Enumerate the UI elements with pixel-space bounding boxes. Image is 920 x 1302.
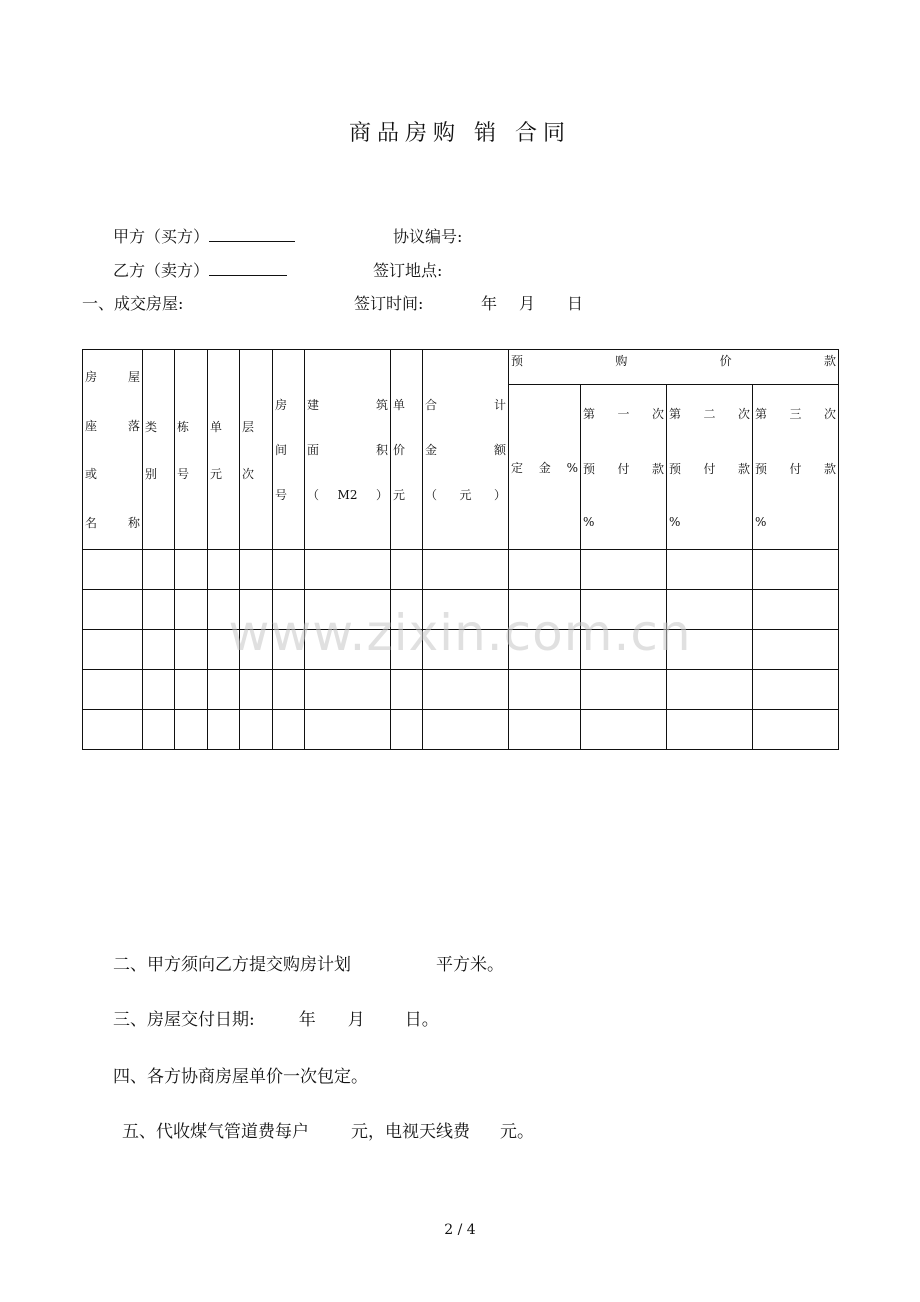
table-cell	[175, 670, 208, 710]
table-cell	[509, 670, 581, 710]
header-prepayment: 预购价款	[509, 350, 839, 385]
agreement-no-label: 协议编号:	[393, 227, 463, 246]
table-cell	[753, 670, 839, 710]
table-cell	[208, 550, 240, 590]
table-cell	[143, 550, 175, 590]
table-cell	[305, 550, 391, 590]
table-cell	[753, 710, 839, 750]
table-cell	[208, 710, 240, 750]
table-cell	[509, 710, 581, 750]
table-cell	[240, 550, 273, 590]
sign-year: 年	[481, 294, 498, 313]
table-cell	[273, 670, 305, 710]
sign-place-label: 签订地点:	[373, 261, 443, 280]
clause-5-tv: 元，电视天线费	[351, 1122, 470, 1142]
table-cell	[273, 550, 305, 590]
clause-5-unit: 元。	[500, 1122, 534, 1142]
header-room: 房 间 号	[273, 350, 305, 550]
table-cell	[423, 710, 509, 750]
clause-4: 四、各方协商房屋单价一次包定。	[113, 1067, 368, 1087]
table-cell	[305, 710, 391, 750]
table-cell	[423, 670, 509, 710]
table-row	[83, 550, 839, 590]
table-cell	[240, 710, 273, 750]
sign-month: 月	[519, 294, 536, 313]
header-unit: 单 元	[208, 350, 240, 550]
clause-3-year: 年	[298, 1010, 316, 1030]
document-title: 商品房购 销 合同	[349, 121, 571, 146]
clause-3-text: 三、房屋交付日期:	[113, 1010, 255, 1030]
party-a-blank	[209, 227, 295, 242]
sign-day: 日	[567, 294, 584, 313]
table-cell	[143, 670, 175, 710]
clause-5-text: 五、代收煤气管道费每户	[122, 1122, 309, 1142]
header-total: 合计 金额 （元）	[423, 350, 509, 550]
table-cell	[391, 710, 423, 750]
table-cell	[391, 550, 423, 590]
table-cell	[423, 550, 509, 590]
party-a-line	[113, 224, 295, 247]
party-a-label: 甲方（买方）	[113, 227, 210, 246]
header-floor: 层 次	[240, 350, 273, 550]
clause-3-month: 月	[347, 1010, 365, 1030]
header-building: 栋 号	[175, 350, 208, 550]
header-price: 单 价 元	[391, 350, 423, 550]
table-cell	[143, 710, 175, 750]
table-cell	[273, 710, 305, 750]
clause-5	[122, 1117, 534, 1142]
table-cell	[753, 550, 839, 590]
table-cell	[83, 710, 143, 750]
party-b-blank	[209, 261, 287, 276]
clause-3-day: 日。	[404, 1010, 439, 1030]
table-cell	[305, 670, 391, 710]
table-cell	[509, 550, 581, 590]
table-cell	[667, 710, 753, 750]
clause-2-text: 二、甲方须向乙方提交购房计划	[113, 955, 351, 975]
party-b-label: 乙方（卖方）	[113, 261, 210, 280]
table-cell	[581, 670, 667, 710]
header-deposit: 定金%	[509, 385, 581, 550]
table-row	[83, 670, 839, 710]
table-cell	[581, 550, 667, 590]
header-third-payment: 第三次 预付款 %	[753, 385, 839, 550]
table-cell	[667, 670, 753, 710]
table-cell	[240, 670, 273, 710]
table-row	[83, 710, 839, 750]
section1-label: 一、成交房屋:	[82, 294, 184, 313]
clause-2-unit: 平方米。	[436, 955, 504, 975]
clause-2	[113, 950, 504, 975]
header-location: 房屋 座落 或 名称	[83, 350, 143, 550]
watermark: www.zixin.com.cn	[228, 604, 692, 662]
table-cell	[83, 550, 143, 590]
table-cell	[83, 670, 143, 710]
house-table	[82, 349, 839, 750]
clause-3	[113, 1005, 439, 1030]
table-cell	[581, 710, 667, 750]
header-second-payment: 第二次 预付款 %	[667, 385, 753, 550]
header-first-payment: 第一次 预付款 %	[581, 385, 667, 550]
table-cell	[667, 550, 753, 590]
header-area: 建筑 面积 （M2）	[305, 350, 391, 550]
table-cell	[175, 550, 208, 590]
table-cell	[175, 710, 208, 750]
table-cell	[391, 670, 423, 710]
sign-time-label: 签订时间:	[354, 294, 424, 313]
page-number: 2 / 4	[444, 1222, 476, 1238]
party-b-line	[113, 258, 287, 281]
header-type: 类 别	[143, 350, 175, 550]
table-cell	[208, 670, 240, 710]
